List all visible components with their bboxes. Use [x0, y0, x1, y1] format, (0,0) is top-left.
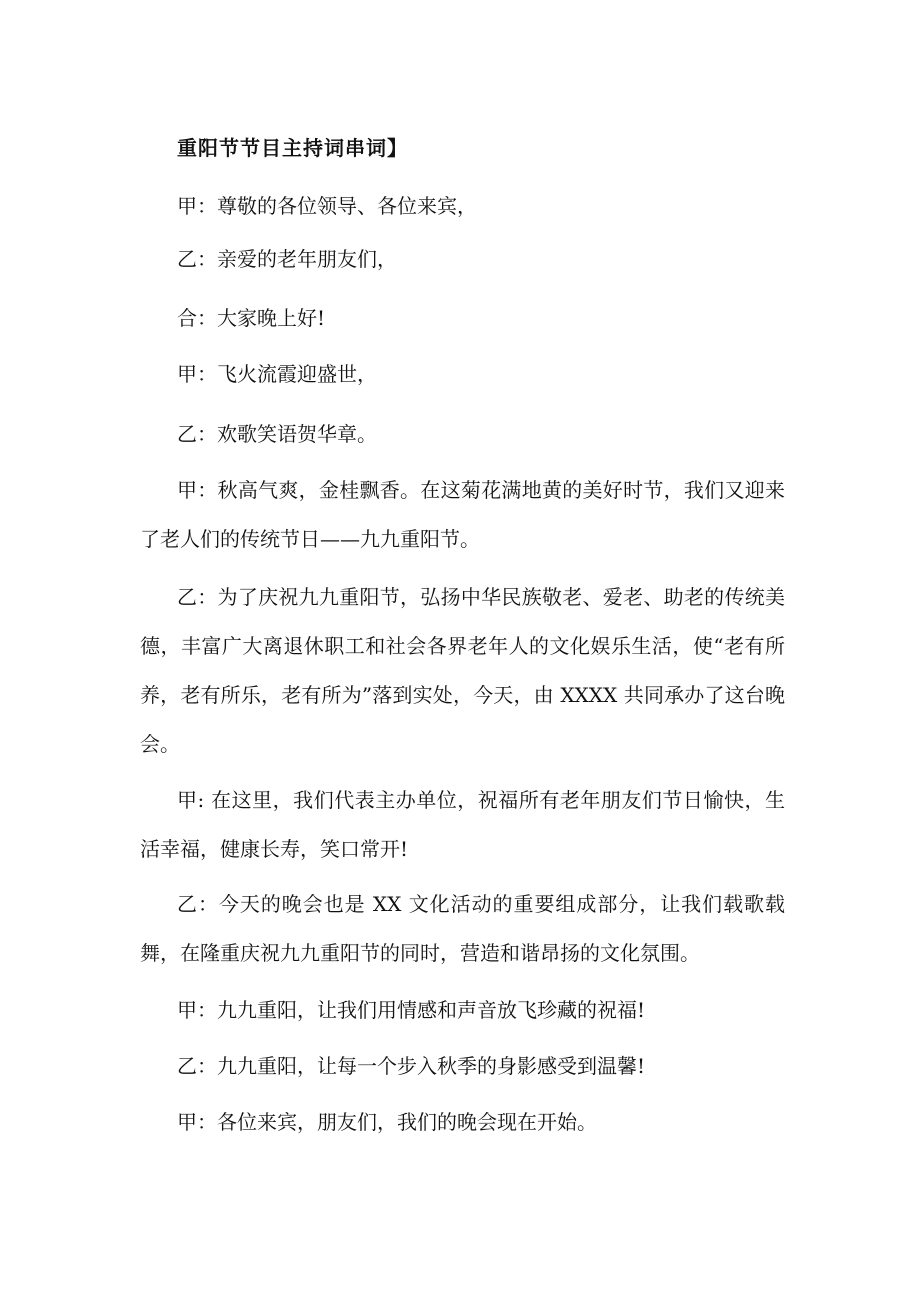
line-jia-couplet: 甲：飞火流霞迎盛世，: [177, 362, 377, 386]
line-yi-greeting: 乙：亲爱的老年朋友们，: [177, 247, 397, 271]
paragraph-yi-activity: 乙：今天的晚会也是 XX 文化活动的重要组成部分，让我们载歌载舞，在隆重庆祝九九重阳节的同时，营造和谐昂扬的文化氛围。: [140, 892, 785, 965]
line-jia-start: 甲：各位来宾，朋友们，我们的晚会现在开始。: [177, 1110, 597, 1134]
line-jia-greeting: 甲：尊敬的各位领导、各位来宾，: [177, 194, 477, 218]
document-title: 重阳节节目主持词串词】: [177, 136, 408, 160]
line-he-greeting: 合：大家晚上好!: [177, 306, 326, 330]
line-yi-chongyang: 乙：九九重阳，让每一个步入秋季的身影感受到温馨!: [177, 1054, 646, 1078]
line-yi-couplet: 乙：欢歌笑语贺华章。: [177, 422, 377, 446]
paragraph-jia-autumn: 甲：秋高气爽，金桂飘香。在这菊花满地黄的美好时节，我们又迎来了老人们的传统节日——九九重阳节。: [140, 478, 785, 551]
paragraph-jia-blessing: 甲: 在这里，我们代表主办单位，祝福所有老年朋友们节日愉快，生活幸福，健康长寿，笑口常开!: [140, 788, 785, 861]
paragraph-yi-purpose: 乙：为了庆祝九九重阳节，弘扬中华民族敬老、爱老、助老的传统美德，丰富广大离退休职工和社会各界老年人的文化娱乐生活，使“老有所养，老有所乐，老有所为”落到实处，今天，由 XXXX 共同承办了这台晚会。: [140, 585, 785, 756]
line-jia-chongyang: 甲：九九重阳，让我们用情感和声音放飞珍藏的祝福!: [177, 998, 646, 1022]
